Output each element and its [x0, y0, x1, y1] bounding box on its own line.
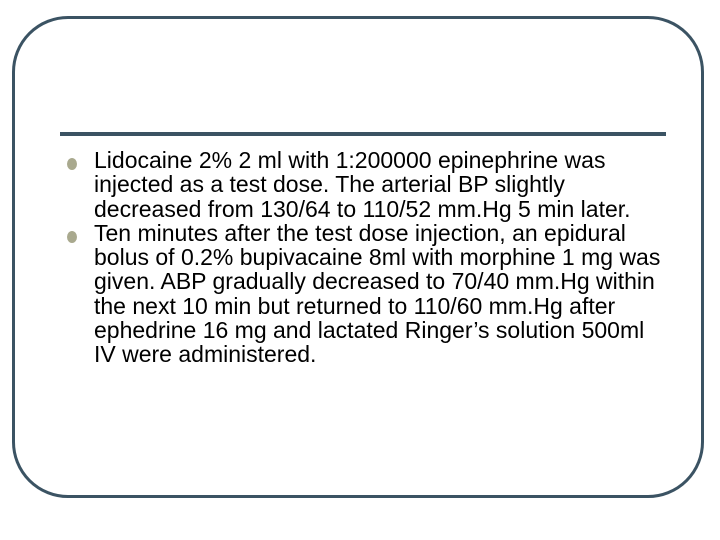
- bullet-text: Lidocaine 2% 2 ml with 1:200000 epinephrine was injected as a test dose. The arterial BP slightly decreased from 130/64 to 110/52 mm.Hg 5 min later.: [94, 147, 631, 222]
- bullet-list: [56, 148, 666, 367]
- bullet-text: Ten minutes after the test dose injection, an epidural bolus of 0.2% bupivacaine 8ml with morphine 1 mg was given. ABP gradually decreased to 70/40 mm.Hg within the next 10 min but returned to 110/60 mm.Hg after ephedrine 16 mg and lactated Ringer’s solution 500ml IV were administered.: [94, 219, 661, 368]
- bullet-item-epidural-bolus: [56, 221, 666, 367]
- title-divider: [60, 132, 666, 136]
- bullet-item-test-dose: [56, 148, 666, 221]
- bullet-dot-icon: [67, 158, 77, 170]
- bullet-dot-icon: [67, 231, 77, 243]
